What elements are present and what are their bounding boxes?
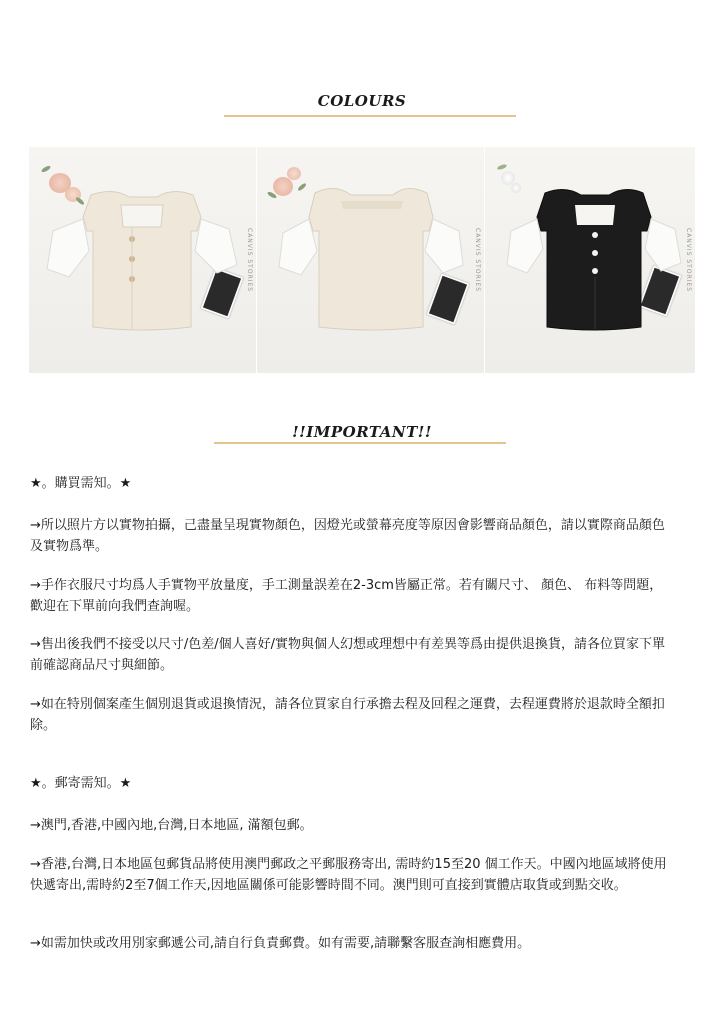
shipping-text: →澳門,香港,中國內地,台灣,日本地區, 滿額包郵。 (30, 818, 313, 833)
purchase-notice (30, 473, 670, 494)
shipping-text: →如需加快或改用別家郵遞公司,請自行負責郵費。如有需要,請聯繫客服查詢相應費用。 (30, 936, 531, 951)
purchase-text: →如在特別個案產生個別退貨或退換情況，請各位買家自行承擔去程及回程之運費，去程運費將於退款時全額扣除。 (30, 697, 665, 733)
purchase-text: →手作衣服尺寸均爲人手實物平放量度，手工測量誤差在2-3cm皆屬正常。若有關尺寸、 顏色、 布料等問題，歡迎在下單前向我們查詢喔。 (30, 578, 663, 614)
colours-underline (224, 115, 516, 117)
shipping-paragraph-2 (30, 854, 670, 896)
product-photo-cream-back (257, 147, 484, 373)
important-underline (214, 442, 506, 444)
purchase-text: →售出後我們不接受以尺寸/色差/個人喜好/實物與個人幻想或理想中有差異等爲由提供退換貨，請各位買家下單前確認商品尺寸與細節。 (30, 637, 666, 673)
purchase-paragraph-3 (30, 634, 670, 676)
shipping-notice (30, 773, 670, 794)
product-photo-black-front (485, 147, 695, 373)
purchase-title: ★。購買需知。★ (30, 476, 132, 491)
blouse-back-icon (257, 147, 484, 373)
important-heading: !!IMPORTANT!! (292, 423, 432, 441)
shipping-title: ★。郵寄需知。★ (30, 776, 132, 791)
product-photo-cream-front (29, 147, 256, 373)
brand-strip: CANVIS STORIES (474, 227, 481, 293)
shipping-text: →香港,台灣,日本地區包郵貨品將使用澳門郵政之平郵服務寄出, 需時約15至20 個工作天。中國內地區域將使用快遞寄出,需時約2至7個工作天,因地區關係可能影響時間不同。澳門則可直接到實體店取貨或到點交收。 (30, 857, 667, 893)
brand-strip: CANVIS STORIES (246, 227, 253, 293)
shipping-paragraph-3 (30, 933, 670, 954)
blouse-black-icon (485, 147, 695, 373)
shipping-paragraph-1 (30, 815, 670, 836)
purchase-paragraph-1 (30, 515, 670, 557)
purchase-text: →所以照片方以實物拍攝，己盡量呈現實物顏色，因燈光或螢幕亮度等原因會影響商品顏色，請以實際商品顏色及實物爲準。 (30, 518, 665, 554)
purchase-paragraph-2 (30, 575, 670, 617)
blouse-front-icon (29, 147, 256, 373)
colours-heading: COLOURS (317, 92, 407, 110)
brand-strip: CANVIS STORIES (685, 227, 692, 293)
purchase-paragraph-4 (30, 694, 670, 736)
